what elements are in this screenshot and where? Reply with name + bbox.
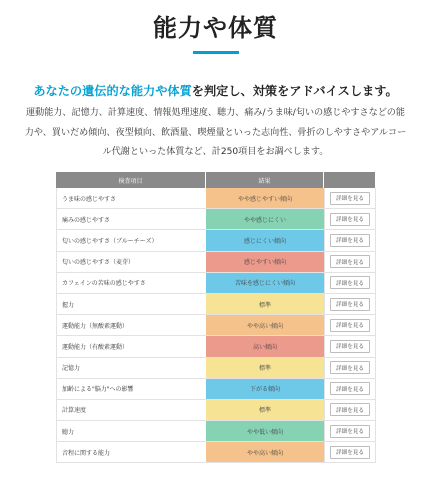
detail-button[interactable]: 詳細を見る (330, 361, 370, 374)
table-row (56, 273, 376, 294)
row-result-badge: やや感じやすい傾向 (206, 188, 324, 208)
row-item-label: 匂いの感じやすさ（麦芽） (56, 252, 206, 272)
row-action-cell (324, 273, 376, 293)
row-result-badge: 高い傾向 (206, 336, 324, 356)
description-line: 力や、買いだめ傾向、夜型傾向、飲酒量、喫煙量といった志向性、骨折のしやすさやアルコー (24, 127, 407, 138)
table-row (56, 442, 376, 463)
row-action-cell (324, 315, 376, 335)
detail-button[interactable]: 詳細を見る (330, 403, 370, 416)
description-line: ル代謝といった体質など、計250項目をお調べします。 (102, 147, 329, 157)
row-action-cell (324, 442, 376, 462)
detail-button[interactable]: 詳細を見る (330, 340, 370, 353)
detail-button[interactable]: 詳細を見る (330, 234, 370, 247)
row-item-label: 握力 (56, 294, 206, 314)
description (6, 104, 425, 163)
row-action-cell (324, 379, 376, 399)
detail-button[interactable]: 詳細を見る (330, 298, 370, 311)
detail-button[interactable]: 詳細を見る (330, 319, 370, 332)
row-item-label: 聴力 (56, 421, 206, 441)
row-item-label: カフェインの苦味の感じやすさ (56, 273, 206, 293)
row-item-label: 運動能力（有酸素運動） (56, 336, 206, 356)
table-row (56, 209, 376, 230)
results-table (56, 172, 376, 463)
table-row (56, 188, 376, 209)
detail-button[interactable]: 詳細を見る (330, 446, 370, 459)
table-row (56, 230, 376, 251)
row-result-badge: 標準 (206, 400, 324, 420)
detail-button[interactable]: 詳細を見る (330, 425, 370, 438)
lead-rest: を判定し、対策をアドバイスします。 (191, 84, 398, 98)
title-underline (193, 51, 239, 54)
page-title: 能力や体質 (153, 14, 278, 42)
row-result-badge: やや感じにくい (206, 209, 324, 229)
row-action-cell (324, 230, 376, 250)
row-result-badge: 標準 (206, 358, 324, 378)
lead-highlight: あなたの遺伝的な能力や体質 (33, 84, 192, 98)
table-body (56, 188, 376, 463)
row-result-badge: やや高い傾向 (206, 442, 324, 462)
table-row (56, 358, 376, 379)
row-item-label: 加齢による"脳力"への影響 (56, 379, 206, 399)
detail-button[interactable]: 詳細を見る (330, 213, 370, 226)
header-result: 結果 (206, 172, 324, 188)
row-result-badge: やや低い傾向 (206, 421, 324, 441)
table-row (56, 252, 376, 273)
table-row (56, 294, 376, 315)
table-row (56, 336, 376, 357)
table-row (56, 400, 376, 421)
header-action (324, 172, 376, 188)
row-action-cell (324, 209, 376, 229)
row-action-cell (324, 400, 376, 420)
table-row (56, 379, 376, 400)
detail-button[interactable]: 詳細を見る (330, 255, 370, 268)
row-result-badge: 標準 (206, 294, 324, 314)
row-result-badge: 感じやすい傾向 (206, 252, 324, 272)
row-item-label: 運動能力（無酸素運動） (56, 315, 206, 335)
row-result-badge: 感じにくい傾向 (206, 230, 324, 250)
row-item-label: 痛みの感じやすさ (56, 209, 206, 229)
detail-button[interactable]: 詳細を見る (330, 276, 370, 289)
detail-button[interactable]: 詳細を見る (330, 192, 370, 205)
row-item-label: 記憶力 (56, 358, 206, 378)
row-result-badge: 苦味を感じにくい傾向 (206, 273, 324, 293)
row-result-badge: 下がる傾向 (206, 379, 324, 399)
header-item: 検査項目 (56, 172, 206, 188)
lead-text (0, 82, 431, 99)
row-item-label: 計算速度 (56, 400, 206, 420)
table-header (56, 172, 376, 188)
row-action-cell (324, 358, 376, 378)
row-action-cell (324, 294, 376, 314)
row-action-cell (324, 188, 376, 208)
row-item-label: 音程に関する能力 (56, 442, 206, 462)
row-action-cell (324, 421, 376, 441)
detail-button[interactable]: 詳細を見る (330, 382, 370, 395)
row-action-cell (324, 252, 376, 272)
row-item-label: うま味の感じやすさ (56, 188, 206, 208)
row-result-badge: やや高い傾向 (206, 315, 324, 335)
row-action-cell (324, 336, 376, 356)
description-line: 運動能力、記憶力、計算速度、情報処理速度、聴力、痛み/うま味/匂いの感じやすさなどの能 (26, 108, 405, 118)
table-row (56, 421, 376, 442)
table-row (56, 315, 376, 336)
row-item-label: 匂いの感じやすさ（ブルーチーズ） (56, 230, 206, 250)
